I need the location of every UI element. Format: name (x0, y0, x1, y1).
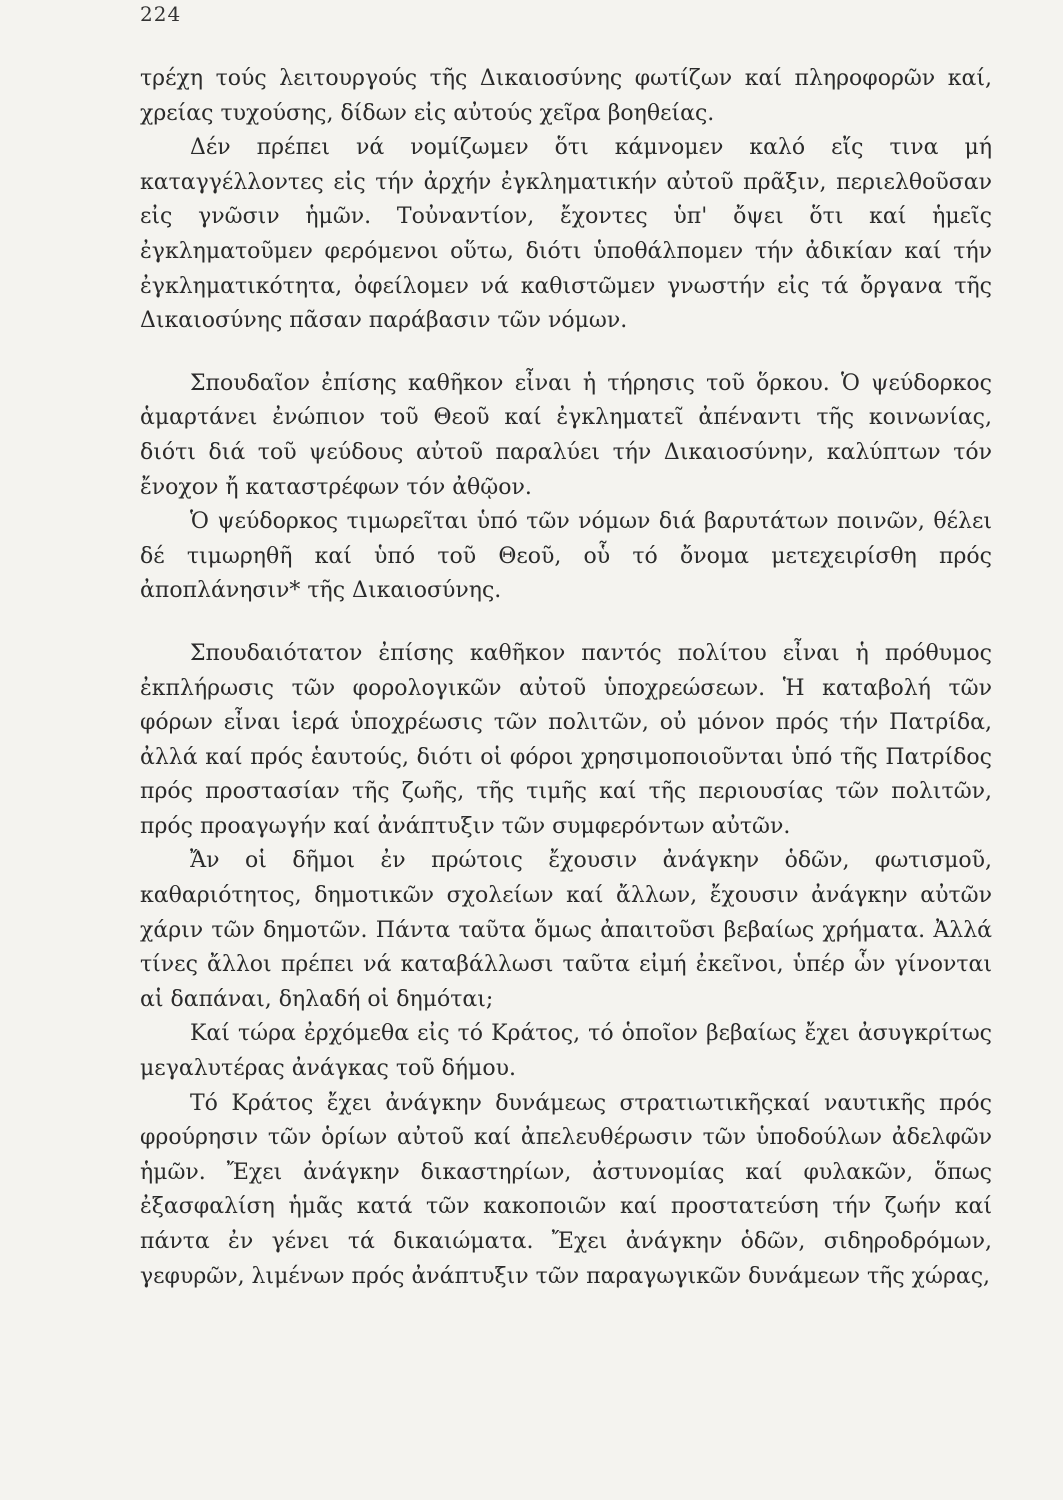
paragraph-6: Ἄν οἱ δῆμοι ἐν πρώτοις ἔχουσιν ἀνάγκην ὁδῶν, φωτισμοῦ, καθαριότητος, δημοτικῶν σχολείων καί ἄλλων, ἔχουσιν ἀνάγκην αὐτῶν χάριν τῶν δημοτῶν. Πάντα ταῦτα ὅμως ἀπαιτοῦσι βεβαίως χρήματα. Ἀλλά τίνες ἄλλοι πρέπει νά καταβάλλωσι ταῦτα εἰμή ἐκεῖνοι, ὑπέρ ὧν γίνονται αἱ δαπάναι, δηλαδή οἱ δημόται; (140, 848, 992, 1012)
paragraph-8: Τό Κράτος ἔχει ἀνάγκην δυνάμεως στρατιωτικῆςκαί ναυτικῆς πρός φρούρησιν τῶν ὁρίων αὐτοῦ καί ἀπελευθέρωσιν τῶν ὑποδούλων ἀδελφῶν ἡμῶν. Ἔχει ἀνάγκην δικαστηρίων, ἀστυνομίας καί φυλακῶν, ὅπως ἐξασφαλίση ἡμᾶς κατά τῶν κακοποιῶν καί προστατεύση τήν ζωήν καί πάντα ἐν γένει τά δικαιώματα. Ἔχει ἀνάγκην ὁδῶν, σιδηροδρόμων, γεφυρῶν, λιμένων πρός ἀνάπτυξιν τῶν παραγωγικῶν δυνάμεων τῆς χώρας, (140, 1090, 992, 1289)
page-number: 224 (140, 2, 182, 26)
paragraph-gap (140, 339, 992, 367)
paragraph-7: Καί τώρα ἐρχόμεθα εἰς τό Κράτος, τό ὁποῖον βεβαίως ἔχει ἀσυγκρίτως μεγαλυτέρας ἀνάγκας τοῦ δήμου. (140, 1021, 992, 1082)
paragraph-3: Σπουδαῖον ἐπίσης καθῆκον εἶναι ἡ τήρησις τοῦ ὅρκου. Ὁ ψεύδορκος ἁμαρτάνει ἐνώπιον τοῦ Θεοῦ καί ἐγκληματεῖ ἀπέναντι τῆς κοινωνίας, διότι διά τοῦ ψεύδους αὐτοῦ παραλύει τήν Δικαιοσύνην, καλύπτων τόν ἔνοχον ἤ καταστρέφων τόν ἀθῷον. (140, 370, 992, 500)
paragraph-2: Δέν πρέπει νά νομίζωμεν ὅτι κάμνομεν καλό εἴς τινα μή καταγγέλλοντες εἰς τήν ἀρχήν ἐγκληματικήν αὐτοῦ πρᾶξιν, περιελθοῦσαν εἰς γνῶσιν ἡμῶν. Τοὐναντίον, ἔχοντες ὑπ' ὄψει ὅτι καί ἡμεῖς ἐγκληματοῦμεν φερόμενοι οὕτω, διότι ὑποθάλπομεν τήν ἀδικίαν καί τήν ἐγκληματικότητα, ὀφείλομεν νά καθιστῶμεν γνωστήν εἰς τά ὄργανα τῆς Δικαιοσύνης πᾶσαν παράβασιν τῶν νόμων. (140, 135, 992, 334)
paragraph-gap (140, 609, 992, 637)
paragraph-5: Σπουδαιότατον ἐπίσης καθῆκον παντός πολίτου εἶναι ἡ πρόθυμος ἐκπλήρωσις τῶν φορολογικῶν αὐτοῦ ὑποχρεώσεων. Ἡ καταβολή τῶν φόρων εἶναι ἱερά ὑποχρέωσις τῶν πολιτῶν, οὐ μόνον πρός τήν Πατρίδα, ἀλλά καί πρός ἑαυτούς, διότι οἱ φόροι χρησιμοποιοῦνται ὑπό τῆς Πατρίδος πρός προστασίαν τῆς ζωῆς, τῆς τιμῆς καί τῆς περιουσίας τῶν πολιτῶν, πρός προαγωγήν καί ἀνάπτυξιν τῶν συμφερόντων αὐτῶν. (140, 640, 992, 839)
body-text (140, 62, 992, 1294)
paragraph-1: τρέχη τούς λειτουργούς τῆς Δικαιοσύνης φωτίζων καί πληροφορῶν καί, χρείας τυχούσης, δίδων εἰς αὐτούς χεῖρα βοηθείας. (140, 66, 992, 126)
paragraph-4: Ὁ ψεύδορκος τιμωρεῖται ὑπό τῶν νόμων διά βαρυτάτων ποινῶν, θέλει δέ τιμωρηθῆ καί ὑπό τοῦ Θεοῦ, οὗ τό ὄνομα μετεχειρίσθη πρός ἀποπλάνησιν* τῆς Δικαιοσύνης. (140, 509, 992, 604)
